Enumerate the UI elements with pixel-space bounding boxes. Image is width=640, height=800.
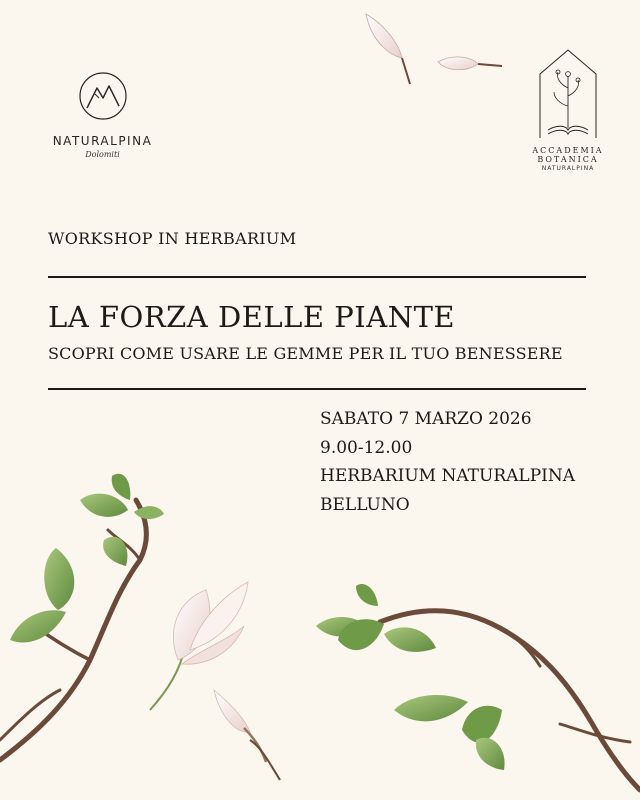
top-divider — [48, 276, 586, 278]
top-bud-1 — [366, 14, 410, 84]
magnolia-bud-2 — [214, 690, 280, 780]
left-branch — [0, 474, 164, 760]
event-city: BELLUNO — [320, 494, 410, 515]
naturalpina-logo — [40, 66, 165, 159]
event-venue: HERBARIUM NATURALPINA — [320, 466, 576, 486]
logo-line-3: NATURALPINA — [541, 165, 595, 172]
logo-signature-text: Dolomiti — [85, 150, 120, 159]
event-date: SABATO 7 MARZO 2026 — [320, 409, 532, 429]
event-time: 9.00-12.00 — [320, 437, 413, 458]
event-details — [320, 405, 575, 519]
logo-brand-text: NATURALPINA — [52, 134, 153, 148]
right-branch — [316, 584, 640, 790]
magnolia-flower-1 — [150, 582, 248, 710]
logo-line-1: ACCADEMIA — [532, 146, 604, 155]
logo-line-2: BOTANICA — [537, 155, 599, 164]
bottom-divider — [48, 388, 586, 390]
event-kicker: WORKSHOP IN HERBARIUM — [48, 229, 297, 248]
house-plant-book-icon — [536, 46, 600, 142]
mountain-circle-icon — [73, 66, 133, 126]
accademia-botanica-logo — [518, 46, 618, 172]
event-subtitle: SCOPRI COME USARE LE GEMME PER IL TUO BENESSERE — [48, 344, 563, 363]
event-title: LA FORZA DELLE PIANTE — [48, 300, 456, 334]
top-bud-2 — [438, 57, 502, 70]
